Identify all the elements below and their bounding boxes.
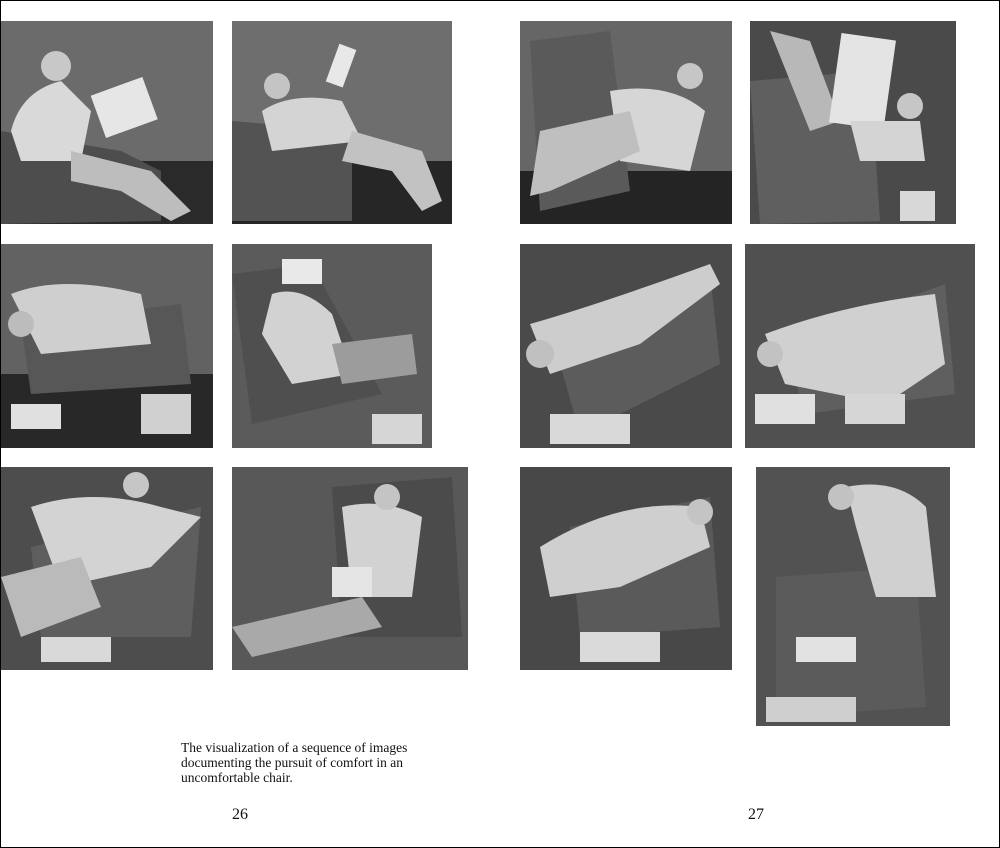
photo-man-head-on-floor <box>745 244 975 448</box>
photo-man-slouching-sideways <box>520 21 732 224</box>
figure-caption <box>181 740 441 785</box>
caption-line-3: uncomfortable chair. <box>181 770 293 785</box>
caption-line-1: The visualization of a sequence of images <box>181 740 408 755</box>
photo-man-reading-newspaper-upright <box>1 21 213 224</box>
photo-man-reclining-reading <box>232 21 452 224</box>
photo-man-sprawled-across-chair <box>520 467 732 670</box>
photo-man-legs-over-back <box>750 21 956 224</box>
photo-man-climbing-chair <box>1 467 213 670</box>
caption-line-2: documenting the pursuit of comfort in an <box>181 755 403 770</box>
photo-man-standing-over-chair <box>756 467 950 726</box>
page-number-left: 26 <box>232 806 248 823</box>
page-number-right: 27 <box>748 806 764 823</box>
photo-man-book-on-face <box>232 244 432 448</box>
photo-man-upside-down-in-chair <box>520 244 732 448</box>
photo-man-draped-over-arm <box>1 244 213 448</box>
photo-man-seated-low <box>232 467 468 670</box>
